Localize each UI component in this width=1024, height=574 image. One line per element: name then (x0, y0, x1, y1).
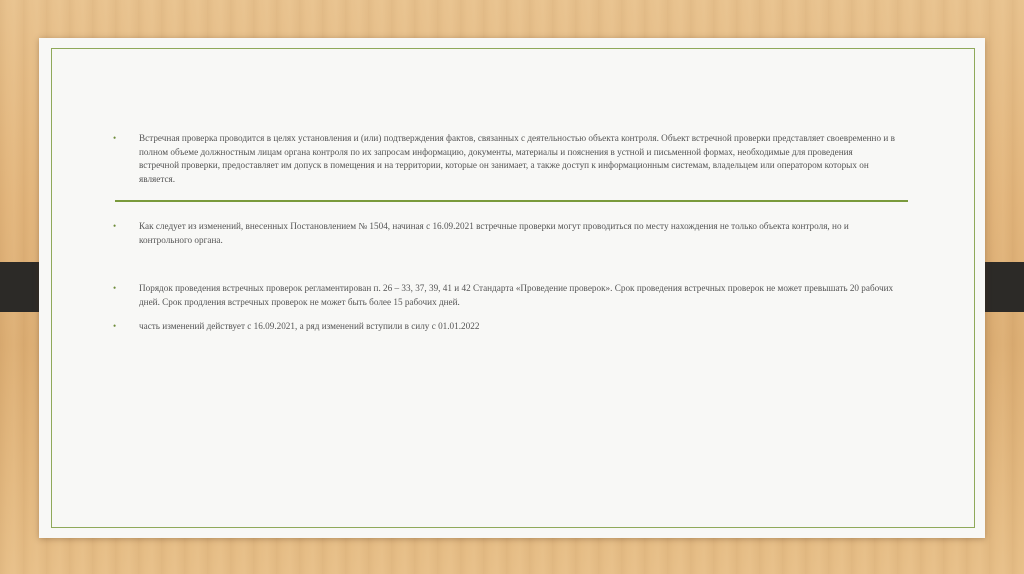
bullet-item-2 (115, 220, 895, 247)
bullet-item-1 (115, 132, 895, 186)
bullet-text: часть изменений действует с 16.09.2021, а ряд изменений вступили в силу с 01.01.2022 (139, 321, 480, 331)
bullet-marker: • (113, 133, 117, 143)
slide (39, 38, 985, 538)
bullet-text: Встречная проверка проводится в целях установления и (или) подтверждения фактов, связанных с деятельностью объекта контроля. Объект встречной проверки представляет своевременно и в полном объеме должностным лицам органа контроля по их запросам информацию, документы, материалы и пояснения в устной и письменной формах, необходимые для проведения встречной проверки, предоставляет им допуск в помещения и на территории, которые он занимает, а также доступ к информационным системам, владельцем или оператором которых он является. (139, 133, 895, 184)
section-separator (115, 200, 908, 202)
bullet-marker: • (113, 283, 117, 293)
bullet-item-4 (115, 320, 895, 334)
bullet-marker: • (113, 221, 117, 231)
bullet-text: Как следует из изменений, внесенных Постановлением № 1504, начиная с 16.09.2021 встречные проверки могут проводиться по месту нахождения не только объекта контроля, но и контрольного органа. (139, 221, 849, 245)
bullet-text: Порядок проведения встречных проверок регламентирован п. 26 – 33, 37, 39, 41 и 42 Стандарта «Проведение проверок». Срок проведения встречных проверок не может превышать 20 рабочих дней. Срок продления встречных проверок не может быть более 15 рабочих дней. (139, 283, 894, 307)
bullet-item-3 (115, 282, 895, 309)
bullet-marker: • (113, 321, 117, 331)
